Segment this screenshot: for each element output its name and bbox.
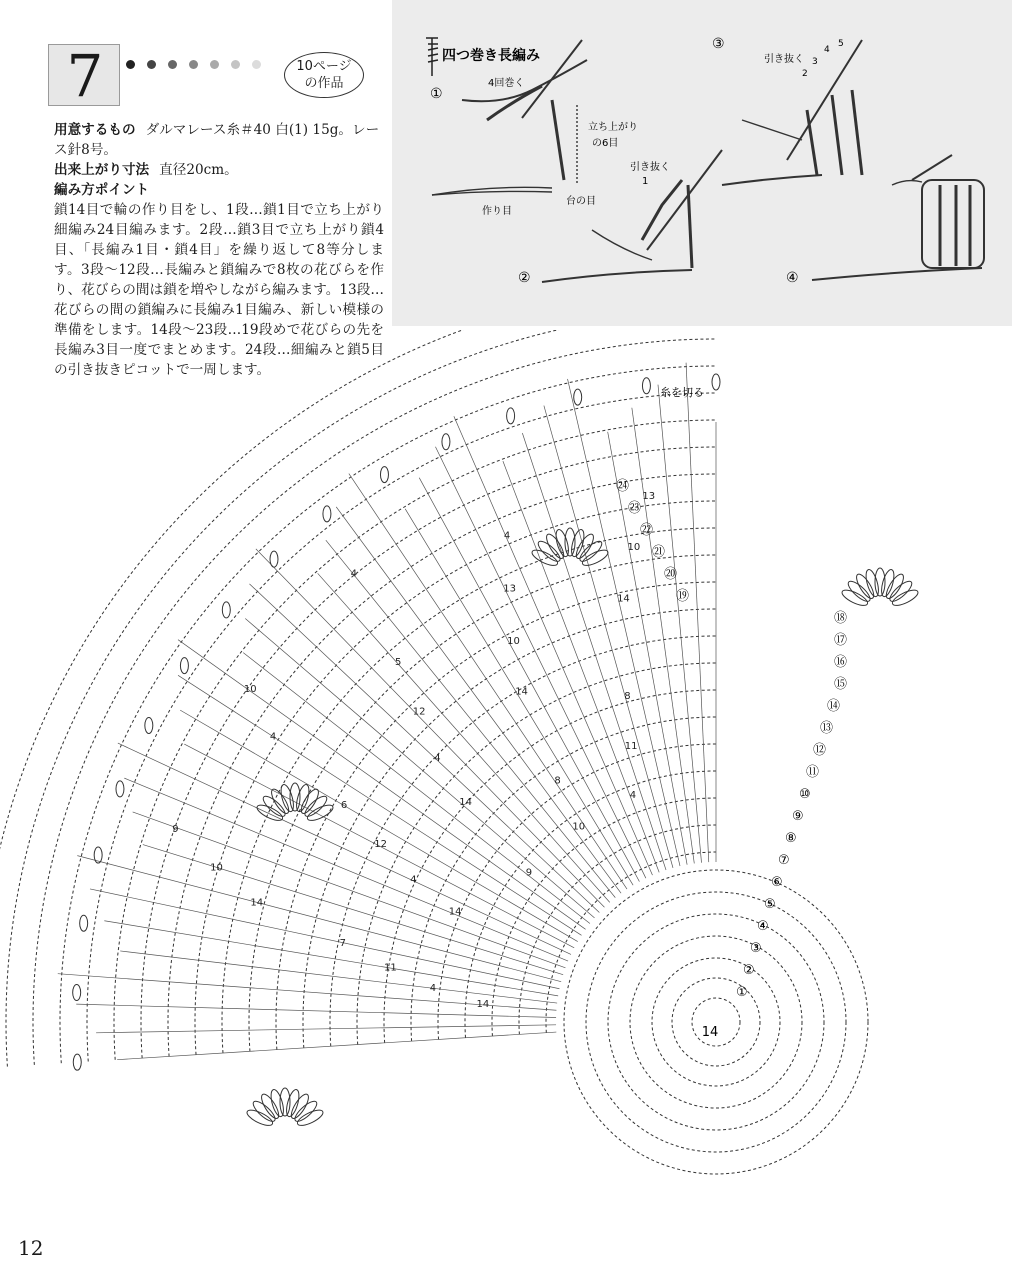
chart-round-arc [492,798,716,1036]
step-3-marker: ③ [712,36,725,52]
chart-petal-leaf [864,568,881,598]
row-marker: ⑬ [820,721,834,736]
materials-line [54,120,384,160]
step-1-wrap-label: 4回巻く [488,78,525,89]
chart-spoke [249,584,599,913]
chain-count-label: 14 [250,897,264,909]
materials-value: ダルマレース糸＃40 白(1) 15g。レース針8号。 [54,122,380,158]
step-3-n5: 5 [838,39,844,49]
difficulty-dot [231,60,240,69]
chart-petal-leaf [290,783,300,811]
chart-spoke [686,363,709,862]
center-chain-count: 14 [701,1025,719,1040]
pattern-number: 7 [66,42,104,110]
row-marker: ⑲ [676,589,690,604]
difficulty-dot [189,60,198,69]
chart-spoke [104,921,558,996]
chart-picot [180,658,188,674]
chart-center-ring [652,958,780,1086]
step-3-pull-label: 引き抜く [764,54,804,65]
chain-count-label: 4 [269,731,277,743]
chart-spokes [58,363,716,1060]
size-label: 出来上がり寸法 [54,162,150,178]
row-marker: ⑳ [664,567,678,582]
chain-count-label: 11 [383,962,397,974]
size-value: 直径20cm。 [159,162,238,178]
row-marker: ⑨ [792,809,804,824]
chart-spoke [96,1025,556,1033]
page-reference-line1: 10ページ [296,59,352,74]
chart-spoke [658,385,702,863]
chart-spoke [326,540,615,897]
step-1-rise-label-b: の6目 [592,138,619,149]
chart-spoke [90,889,560,989]
chart-picot [380,467,388,483]
chain-count-label: 4 [350,568,358,580]
row-marker: ④ [757,919,769,934]
row-marker: ⑭ [827,699,841,714]
chain-count-label: 8 [624,690,631,702]
row-marker: ③ [750,941,762,956]
chart-round-arc [141,447,716,1058]
difficulty-dot [210,60,219,69]
chart-picot [222,602,230,618]
chart-round-arc [519,825,716,1034]
step-1-base-label: 台の目 [566,196,596,207]
difficulty-dot [252,60,261,69]
step-1-foundation-label: 作り目 [482,206,512,217]
chart-picot [145,717,153,733]
chart-spoke [143,845,563,975]
chain-count-label: 4 [434,753,441,765]
chart-spoke [120,951,557,1003]
chart-petal-leaf [565,528,575,556]
size-line [54,160,384,180]
chart-petal-leaf [569,528,586,558]
chain-count-label: 10 [507,635,520,647]
chart-picot [642,378,650,394]
chart-round-arc [195,501,716,1055]
chain-count-label: 8 [554,775,561,787]
crochet-chart-svg [0,330,1012,1230]
chart-round-arc [546,852,716,1033]
chart-petal-leaf [294,783,311,813]
row-marker: ⑫ [813,743,827,758]
step-3-n2: 2 [802,69,808,79]
chart-spoke [544,406,673,868]
cut-yarn-label: 糸を切る [660,386,704,399]
chain-count-label: 14 [459,797,473,809]
chart-spoke [117,1032,556,1060]
chain-count-label: 10 [627,542,641,554]
chart-spoke [318,573,610,902]
chain-count-label: 13 [503,583,517,595]
step-1-marker: ① [430,86,443,102]
step-4-drawing [812,155,984,280]
chart-round-arc [33,339,716,1065]
chain-count-label: 4 [410,874,417,886]
chart-picot [442,434,450,450]
chart-center-ring [586,892,846,1152]
row-marker: ⑰ [834,633,848,648]
step-3-n4: 4 [824,45,830,55]
page-reference-line2: の作品 [304,76,344,91]
row-marker: ⑱ [834,611,848,626]
chain-count-label: 12 [412,706,426,718]
step-2-marker: ② [518,270,531,286]
chart-picot [80,915,88,931]
chain-count-label: 9 [525,867,533,879]
chain-count-label: 6 [340,799,348,811]
step-3-n3: 3 [812,57,818,67]
difficulty-dots [126,54,273,73]
chart-center-ring [608,914,824,1130]
stitch-illustration [392,0,1012,326]
difficulty-dot [126,60,135,69]
chart-round-arc [168,474,716,1056]
chart-spoke [336,507,621,893]
chain-count-label: 9 [172,823,179,835]
chain-count-label: 10 [572,821,586,833]
chain-count-label: 11 [624,740,638,752]
chain-count-label: 10 [243,683,257,695]
row-marker: ⑯ [834,655,848,670]
chain-count-label: 10 [210,862,223,874]
chart-spoke [503,461,659,872]
chart-picot [270,551,278,567]
step-2-n1: 1 [642,176,649,187]
chart-spoke [133,812,566,968]
row-marker: ㉒ [640,523,654,538]
chart-spoke [245,619,594,918]
chart-center-ring [564,870,868,1174]
chart-picot [94,847,102,863]
row-marker: ⑧ [785,831,797,846]
chart-petal-leaf [284,1088,301,1118]
chart-picot [73,985,81,1001]
row-marker: ⑪ [806,765,820,780]
materials-label: 用意するもの [54,122,136,138]
row-marker: ② [743,963,755,978]
row-marker: ⑥ [771,875,783,890]
chart-spoke [178,640,586,930]
step-4-marker: ④ [786,270,799,286]
pattern-header [48,42,388,110]
illustration-title: 四つ巻き長編み [442,48,540,64]
points-heading [54,180,384,200]
chain-count-label: 14 [476,998,490,1010]
page-reference-oval [284,52,364,98]
row-marker: ㉔ [616,479,630,494]
chain-count-label: 4 [503,530,511,542]
chart-picot [116,781,124,797]
chart-petal-leaf [875,568,885,596]
stitch-illustration-panel [392,0,1012,326]
chart-picot [323,506,331,522]
quadruple-treble-symbol [426,38,438,76]
chain-count-label: 14 [515,686,528,698]
chart-spoke [118,743,571,954]
points-text: 鎖14目で輪の作り目をし、1段…鎖1目で立ち上がり細編み24目編みます。2段…鎖3目で立ち上がり鎖4目、「長編み1目・鎖4目」を繰り返して8等分します。3段〜12段…長編みと鎖編みで8枚の花びらを作り、花びらの間は鎖を増やしながら編みます。13段…花びらの間の鎖編みに長編み1目編み、新しい模様の準備をします。14段〜23段…19段めで花びらの先を長編み3目一度でまとめます。24段…細編みと鎖5目の引き抜きピコットで一周します。 [54,202,384,378]
chart-picot [712,374,720,390]
chart-picot [73,1054,81,1070]
chain-count-label: 4 [629,790,637,802]
points-label: 編み方ポイント [54,182,150,198]
chain-count-label: 12 [374,838,387,850]
step-1-rise-label: 立ち上がり [588,122,638,133]
chart-picot [574,389,582,405]
row-marker: ⑩ [799,787,811,802]
row-marker: ㉓ [628,501,642,516]
chart-petal-leaf [879,568,896,598]
chart-center-ring [630,936,802,1108]
chain-count-label: 4 [429,982,437,994]
row-marker: ⑤ [764,897,776,912]
page-number: 12 [18,1236,44,1260]
chart-petal-leaf [269,1088,286,1118]
chain-count-label: 14 [448,906,462,918]
chain-count-label: 14 [617,593,630,605]
pattern-number-box [48,42,120,110]
chain-count-label: 13 [642,491,656,503]
crochet-chart [0,330,1012,1230]
row-marker: ⑦ [778,853,790,868]
chart-chain-labels [172,491,655,1010]
row-marker: ⑮ [834,677,848,692]
step-2-pull-label: 引き抜く [630,162,670,173]
chart-picot [507,408,515,424]
difficulty-dot [168,60,177,69]
row-marker: ㉑ [652,545,666,560]
difficulty-dot [147,60,156,69]
chart-rings [0,330,868,1174]
chain-count-label: 7 [339,937,347,949]
chart-petal-leaf [280,1088,290,1116]
row-marker: ① [736,985,748,1000]
chain-count-label: 5 [394,657,402,669]
